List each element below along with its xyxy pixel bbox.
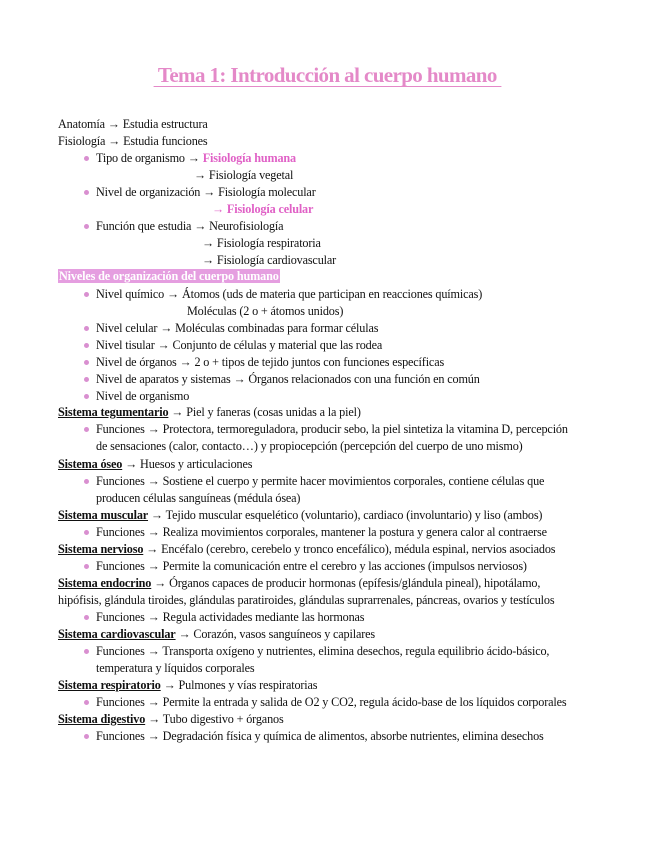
bullet-item: Funciones → Realiza movimientos corporales, mantener la postura y genera calor al contraerse: [96, 525, 547, 539]
bullet-item: Funciones → Permite la entrada y salida de O2 y CO2, regula ácido-base de los líquidos corporales: [96, 695, 567, 709]
system-heading: Sistema endocrino → Órganos capaces de producir hormonas (epífesis/glándula pineal), hipotálamo,: [58, 576, 541, 590]
bullet-item: Funciones → Regula actividades mediante las hormonas: [96, 610, 365, 624]
page-title: Tema 1: Introducción al cuerpo humano: [153, 63, 502, 87]
system-heading: Sistema tegumentario → Piel y faneras (cosas unidas a la piel): [58, 405, 361, 419]
bullet-item: Funciones → Degradación física y química de alimentos, absorbe nutrientes, elimina desechos: [96, 729, 544, 743]
text-line: Moléculas (2 o + átomos unidos): [187, 304, 344, 318]
bullet-item: Función que estudia → Neurofisiología: [96, 219, 284, 233]
text-line: hipófisis, glándula tiroides, glándulas paratiroides, glándulas suprarrenales, páncreas, ovarios y testículos: [58, 593, 555, 607]
text-line: de sensaciones (calor, contacto…) y propiocepción (percepción del cuerpo de uno mismo): [96, 439, 523, 453]
system-heading: Sistema cardiovascular → Corazón, vasos sanguíneos y capilares: [58, 627, 375, 641]
bullet-item: Funciones → Transporta oxígeno y nutrientes, elimina desechos, regula equilibrio ácido-básico,: [96, 644, 550, 658]
text-line: Anatomía → Estudia estructura: [58, 117, 208, 131]
system-heading: Sistema muscular → Tejido muscular esquelético (voluntario), cardiaco (involuntario) y liso (ambos): [58, 508, 543, 522]
text-line: → Fisiología respiratoria: [202, 236, 321, 250]
system-heading: Sistema nervioso → Encéfalo (cerebro, cerebelo y tronco encefálico), médula espinal, nervios asociados: [58, 542, 556, 556]
text-line: → Fisiología cardiovascular: [202, 253, 337, 267]
bullet-item: Tipo de organismo → Fisiología humana: [96, 151, 296, 165]
bullet-item: Nivel de organismo: [96, 389, 190, 403]
bullet-item: Funciones → Permite la comunicación entre el cerebro y las acciones (impulsos nerviosos): [96, 559, 527, 573]
text-line: Fisiología → Estudia funciones: [58, 134, 208, 148]
system-heading: Sistema óseo → Huesos y articulaciones: [58, 457, 253, 471]
section-heading: Niveles de organización del cuerpo humano: [59, 269, 279, 283]
bullet-item: Nivel de aparatos y sistemas → Órganos relacionados con una función en común: [96, 372, 480, 386]
bullet-item: Nivel tisular → Conjunto de células y material que las rodea: [96, 338, 383, 352]
bullet-item: Nivel de organización → Fisiología molecular: [96, 185, 316, 199]
text-line: producen células sanguíneas (médula ósea): [96, 491, 301, 505]
text-line: temperatura y líquidos corporales: [96, 661, 255, 675]
bullet-item: Nivel químico → Átomos (uds de materia que participan en reacciones químicas): [96, 287, 483, 301]
system-heading: Sistema digestivo → Tubo digestivo + órganos: [58, 712, 284, 726]
bullet-item: Funciones → Protectora, termoreguladora, producir sebo, la piel sintetiza la vitamina D, percepción: [96, 422, 568, 436]
text-line: → Fisiología celular: [212, 202, 314, 216]
bullet-item: Nivel celular → Moléculas combinadas para formar células: [96, 321, 379, 335]
text-line: → Fisiología vegetal: [194, 168, 294, 182]
bullet-item: Nivel de órganos → 2 o + tipos de tejido juntos con funciones específicas: [96, 355, 445, 369]
bullet-item: Funciones → Sostiene el cuerpo y permite hacer movimientos corporales, contiene células que: [96, 474, 545, 488]
system-heading: Sistema respiratorio → Pulmones y vías respiratorias: [58, 678, 318, 692]
